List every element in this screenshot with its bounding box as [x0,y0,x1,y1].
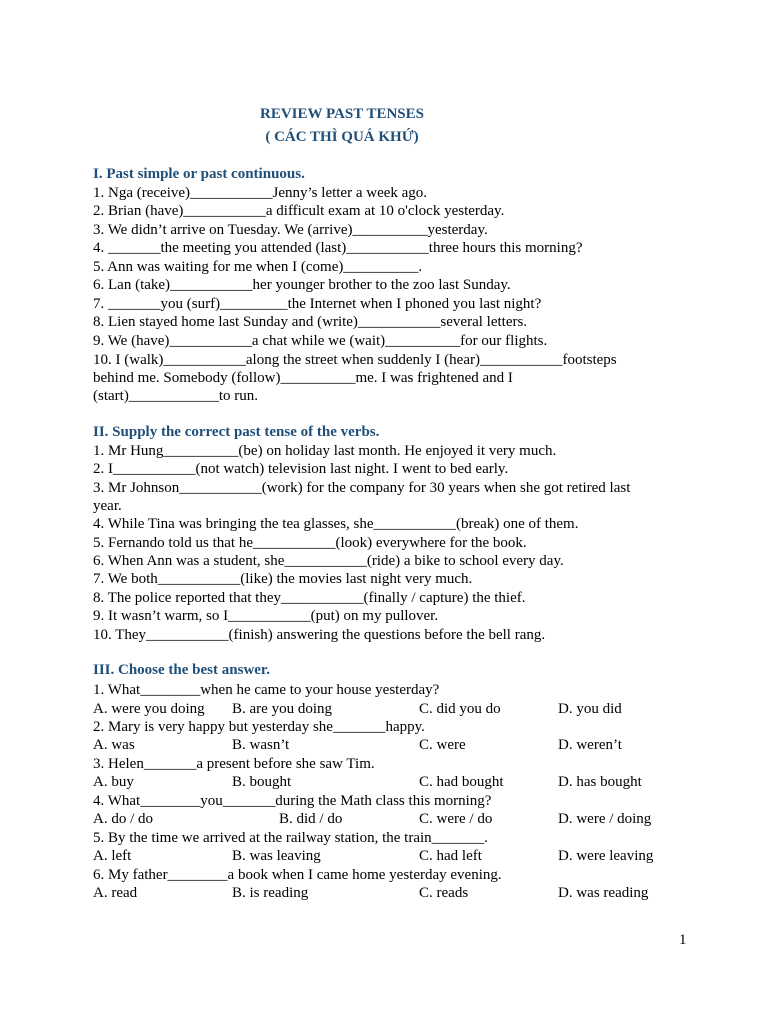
exercise-line: 3. We didn’t arrive on Tuesday. We (arrive)__________yesterday. [93,222,488,238]
exercise-line: 4. While Tina was bringing the tea glasses, she___________(break) one of them. [93,516,579,532]
answer-option: D. were leaving [558,848,654,864]
exercise-line: 10. They___________(finish) answering the questions before the bell rang. [93,627,546,643]
question-text: 5. By the time we arrived at the railway station, the train_______. [93,830,488,846]
exercise-line: year. [93,498,122,514]
answer-option: C. were [419,737,466,753]
section-1-heading: I. Past simple or past continuous. [93,166,305,182]
question-text: 2. Mary is very happy but yesterday she_______happy. [93,719,425,735]
exercise-line: 5. Ann was waiting for me when I (come)__________. [93,259,423,275]
answer-option: A. do / do [93,811,153,827]
exercise-line: 10. I (walk)___________along the street when suddenly I (hear)___________footsteps [93,352,617,368]
exercise-line: (start)____________to run. [93,388,258,404]
answer-option: C. had left [419,848,482,864]
exercise-line: 3. Mr Johnson___________(work) for the company for 30 years when she got retired last [93,480,631,496]
answer-option: D. was reading [558,885,649,901]
page-subtitle: ( CÁC THÌ QUÁ KHỨ) [265,129,419,145]
exercise-line: behind me. Somebody (follow)__________me. I was frightened and I [93,370,513,386]
answer-option: A. was [93,737,135,753]
answer-option: C. had bought [419,774,504,790]
answer-option: A. were you doing [93,701,205,717]
exercise-line: 7. _______you (surf)_________the Internet when I phoned you last night? [93,296,542,312]
exercise-line: 9. It wasn’t warm, so I___________(put) on my pullover. [93,608,439,624]
answer-option: A. left [93,848,132,864]
exercise-line: 9. We (have)___________a chat while we (wait)__________for our flights. [93,333,548,349]
answer-option: A. buy [93,774,134,790]
exercise-line: 5. Fernando told us that he___________(look) everywhere for the book. [93,535,527,551]
exercise-line: 1. Mr Hung__________(be) on holiday last month. He enjoyed it very much. [93,443,557,459]
question-text: 3. Helen_______a present before she saw Tim. [93,756,375,772]
answer-option: D. you did [558,701,622,717]
answer-option: B. was leaving [232,848,321,864]
exercise-line: 2. I___________(not watch) television last night. I went to bed early. [93,461,509,477]
answer-option: B. wasn’t [232,737,290,753]
section-2-heading: II. Supply the correct past tense of the verbs. [93,424,380,440]
page-title: REVIEW PAST TENSES [260,106,424,122]
exercise-line: 1. Nga (receive)___________Jenny’s letter a week ago. [93,185,428,201]
answer-option: A. read [93,885,138,901]
answer-option: B. did / do [279,811,343,827]
answer-option: C. did you do [419,701,501,717]
page-number: 1 [679,932,687,948]
exercise-line: 6. Lan (take)___________her younger brother to the zoo last Sunday. [93,277,511,293]
exercise-line: 4. _______the meeting you attended (last)___________three hours this morning? [93,240,583,256]
answer-option: B. is reading [232,885,309,901]
question-text: 6. My father________a book when I came home yesterday evening. [93,867,502,883]
section-3-heading: III. Choose the best answer. [93,662,270,678]
exercise-line: 6. When Ann was a student, she___________(ride) a bike to school every day. [93,553,564,569]
exercise-line: 2. Brian (have)___________a difficult exam at 10 o'clock yesterday. [93,203,505,219]
answer-option: D. were / doing [558,811,652,827]
exercise-line: 8. Lien stayed home last Sunday and (write)___________several letters. [93,314,528,330]
exercise-line: 8. The police reported that they___________(finally / capture) the thief. [93,590,526,606]
answer-option: B. bought [232,774,292,790]
question-text: 4. What________you_______during the Math class this morning? [93,793,492,809]
answer-option: B. are you doing [232,701,332,717]
answer-option: C. reads [419,885,469,901]
answer-option: C. were / do [419,811,493,827]
answer-option: D. weren’t [558,737,622,753]
exercise-line: 7. We both___________(like) the movies last night very much. [93,571,473,587]
answer-option: D. has bought [558,774,642,790]
question-text: 1. What________when he came to your house yesterday? [93,682,440,698]
